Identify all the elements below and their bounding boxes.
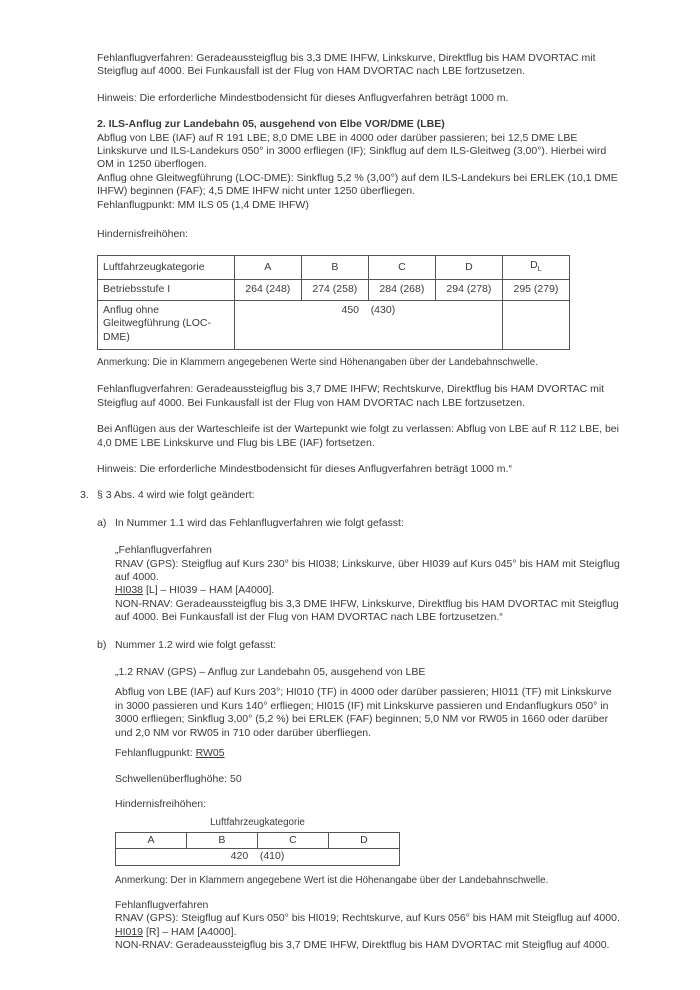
table-cell: 264 (248) xyxy=(234,279,301,300)
label-obstacle-clearance-heights-1: Hindernisfreihöhen: xyxy=(97,228,189,241)
paragraph-rnav-approach-b: Abflug von LBE (IAF) auf Kurs 203°; HI010 (TF) in 4000 oder darüber passieren; HI011 (TF) mit Linkskurve in 3000 passieren und Kurs 140° erfliegen; HI015 (IF) mit Linkskurve passieren und Endanflugkurs 050° in 3000 erfliegen; Sinkflug 3,00° (5,2 %) bei ERLEK (FAF) beginnen; 5,0 NM vor RW05 in 1660 oder darüber und 2,0 NM vor RW05 in 710 oder darüber überfliegen. xyxy=(115,686,612,739)
item-text: § 3 Abs. 4 wird wie folgt geändert: xyxy=(97,489,255,502)
quote-block-a xyxy=(115,544,622,624)
table-row xyxy=(98,279,570,300)
table-cell: 274 (258) xyxy=(301,279,368,300)
obstacle-clearance-table-2-wrap xyxy=(115,816,400,865)
table-cell-loc-dme-value: 450 (430) xyxy=(234,300,502,349)
table-row xyxy=(98,300,570,349)
table-header-cat-c: C xyxy=(368,256,435,280)
table-note-1: Anmerkung: Die in Klammern angegebenen Werte sind Höhenangaben über der Landebahnschwelle. xyxy=(97,356,538,368)
paragraph-rnav-a: RNAV (GPS): Steigflug auf Kurs 230° bis HI038; Linkskurve, über HI039 auf Kurs 045° bis HAM mit Steigflug auf 4000. xyxy=(115,557,620,584)
paragraph-threshold-crossing-height: Schwellenüberflughöhe: 50 xyxy=(115,772,242,785)
paragraph-loc-dme-procedure: Anflug ohne Gleitwegführung (LOC-DME): Sinkflug 5,2 % (3,00°) auf dem ILS-Landekurs bei ERLEK (10,1 DME IHFW) beginnen (FAF); 4,5 DME IHFW nicht unter 1250 überfliegen. xyxy=(97,171,618,198)
table-note-2: Anmerkung: Der in Klammern angegebene Wert ist die Höhenangabe über der Landebahnschwelle. xyxy=(115,874,549,886)
item-marker-b: b) xyxy=(97,638,107,651)
table-label-betriebsstufe: Betriebsstufe I xyxy=(98,279,235,300)
route-rest: [L] – HI039 – HAM [A4000]. xyxy=(143,584,275,597)
label-obstacle-clearance-heights-2: Hindernisfreihöhen: xyxy=(115,797,207,810)
paragraph-missed-approach-point-1: Fehlanflugpunkt: MM ILS 05 (1,4 DME IHFW) xyxy=(97,198,309,211)
item-a-text: In Nummer 1.1 wird das Fehlanflugverfahren wie folgt gefasst: xyxy=(115,516,404,529)
section-heading-ils: 2. ILS-Anflug zur Landebahn 05, ausgehend von Elbe VOR/DME (LBE) xyxy=(97,118,445,131)
waypoint-underlined: HI038 xyxy=(115,584,144,597)
paragraph-route-b xyxy=(115,926,622,939)
table-label-loc-dme: Anflug ohne Gleitwegführung (LOC-DME) xyxy=(98,300,235,349)
table-cell-empty xyxy=(502,300,569,349)
paragraph-non-rnav-a: NON-RNAV: Geradeaussteigflug bis 3,3 DME IHFW, Linkskurve, Direktflug bis HAM DVORTAC mit Steigflug auf 4000. Bei Funkausfall ist der Flug von HAM DVORTAC nach LBE fortzusetzen.“ xyxy=(115,597,619,624)
paragraph-non-rnav-b: NON-RNAV: Geradeaussteigflug bis 3,7 DME IHFW, Direktflug bis HAM DVORTAC mit Steigflug auf 4000. xyxy=(115,939,610,952)
table-header-cat-dl xyxy=(502,256,569,280)
obstacle-clearance-table-1 xyxy=(97,255,570,350)
table-header-cat-b: B xyxy=(186,832,257,848)
table-cell: 295 (279) xyxy=(502,279,569,300)
note-min-visibility-2: Hinweis: Die erforderliche Mindestbodensicht für dieses Anflugverfahren beträgt 1000 m.“ xyxy=(97,463,512,475)
section-ils-approach-rwy05 xyxy=(97,118,622,212)
cat-dl-main: D xyxy=(530,259,538,272)
table-row xyxy=(116,849,400,865)
cat-dl-subscript: L xyxy=(537,264,542,274)
table-cell-och-value: 420 (410) xyxy=(116,849,400,865)
paragraph-missed-approach-1: Fehlanflugverfahren: Geradeaussteigflug bis 3,3 DME IHFW, Linkskurve, Direktflug bis HAM DVORTAC mit Steigflug auf 4000. Bei Funkausfall ist der Flug von HAM DVORTAC nach LBE fortzusetzen. xyxy=(97,52,596,78)
paragraph-missed-approach-point-2 xyxy=(115,747,622,760)
table-2-caption: Luftfahrzeugkategorie xyxy=(210,817,305,829)
table-header-cat-c: C xyxy=(257,832,328,848)
paragraph-holding-pattern: Bei Anflügen aus der Warteschleife ist der Wartepunkt wie folgt zu verlassen: Abflug von LBE auf R 112 LBE, bei 4,0 DME LBE Linkskurve und Flug bis LBE (IAF) fortsetzen. xyxy=(97,423,619,449)
paragraph-route-a xyxy=(115,584,622,597)
table-header-category: Luftfahrzeugkategorie xyxy=(98,256,235,280)
route-rest: [R] – HAM [A4000]. xyxy=(143,925,237,938)
table-header-cat-d: D xyxy=(328,832,399,848)
item-marker-a: a) xyxy=(97,516,107,529)
table-header-cat-d: D xyxy=(435,256,502,280)
map-waypoint-underlined: RW05 xyxy=(195,747,225,760)
item-number: 3. xyxy=(80,489,89,502)
amendment-item-b xyxy=(97,639,622,652)
table-row xyxy=(116,832,400,848)
obstacle-clearance-table-2 xyxy=(115,832,400,866)
quote-title-a: „Fehlanflugverfahren xyxy=(115,544,212,557)
table-cell: 284 (268) xyxy=(368,279,435,300)
quote-heading-b: „1.2 RNAV (GPS) – Anflug zur Landebahn 05, ausgehend von LBE xyxy=(115,666,426,679)
note-min-visibility-1: Hinweis: Die erforderliche Mindestbodensicht für dieses Anflugverfahren beträgt 1000 m. xyxy=(97,91,509,104)
item-b-text: Nummer 1.2 wird wie folgt gefasst: xyxy=(115,638,277,651)
waypoint-underlined: HI019 xyxy=(115,925,144,938)
missed-approach-title-b: Fehlanflugverfahren xyxy=(115,898,209,911)
paragraph-missed-approach-2: Fehlanflugverfahren: Geradeaussteigflug bis 3,7 DME IHFW; Rechtskurve, Direktflug bis HAM DVORTAC mit Steigflug auf 4000. Bei Funkausfall ist der Flug von HAM DVORTAC nach LBE fortzusetzen. xyxy=(97,383,605,409)
map-label: Fehlanflugpunkt: xyxy=(115,747,196,760)
missed-approach-block-b xyxy=(115,899,622,953)
amendment-item-3 xyxy=(80,489,622,502)
table-header-cat-b: B xyxy=(301,256,368,280)
table-header-cat-a: A xyxy=(234,256,301,280)
table-row xyxy=(98,256,570,280)
paragraph-rnav-b: RNAV (GPS): Steigflug auf Kurs 050° bis HI019; Rechtskurve, auf Kurs 056° bis HAM mit Steigflug auf 4000. xyxy=(115,912,620,925)
quote-block-b xyxy=(115,666,622,953)
table-cell: 294 (278) xyxy=(435,279,502,300)
table-header-cat-a: A xyxy=(116,832,187,848)
amendment-item-a xyxy=(97,517,622,530)
paragraph-approach-procedure: Abflug von LBE (IAF) auf R 191 LBE; 8,0 DME LBE in 4000 oder darüber passieren; bei 12,5 DME LBE Linkskurve und ILS-Landekurs 050° in 3000 erfliegen (IF); Sinkflug auf dem ILS-Gleitweg (3,00°). Hierbei wird OM in 1250 überflogen. xyxy=(97,131,607,171)
